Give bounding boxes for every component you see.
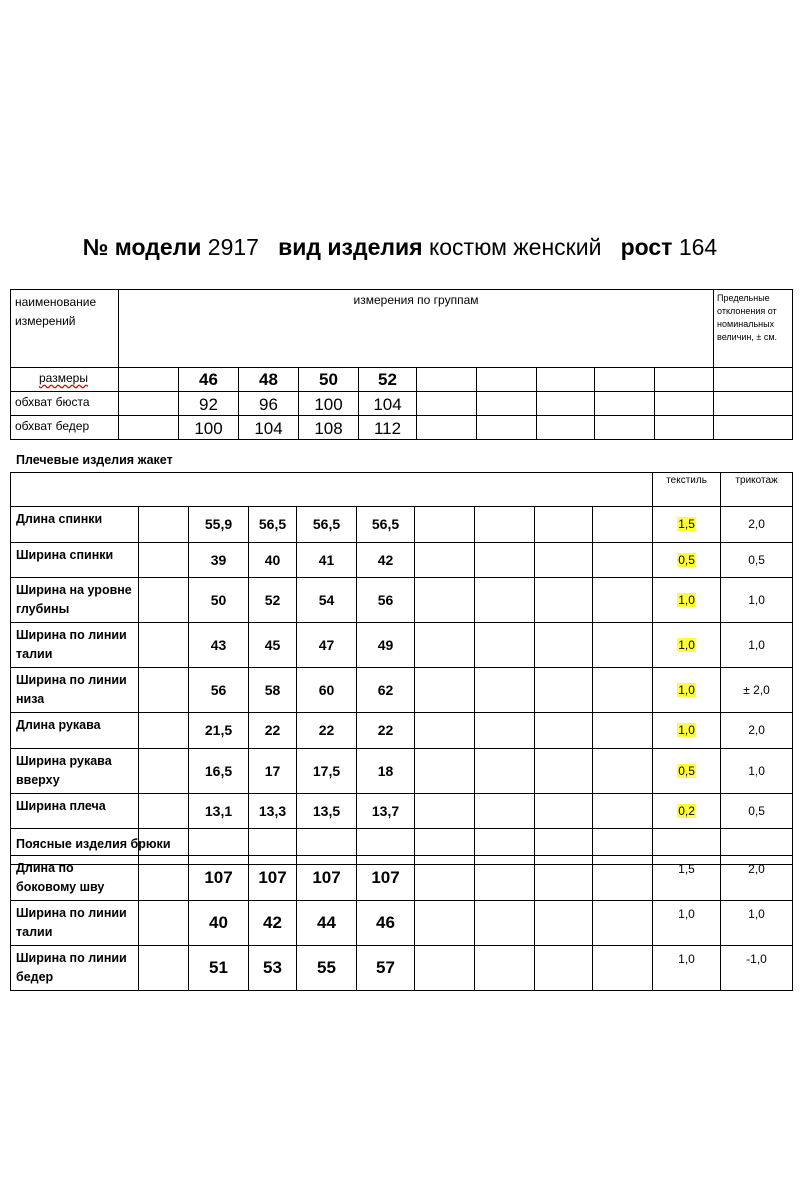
hip-cell: 108 (299, 416, 359, 440)
bust-label: обхват бюста (11, 392, 119, 416)
row-label: Длина спинки (11, 507, 139, 543)
textile-tolerance: 1,5 (653, 507, 721, 543)
textile-tolerance: 1,0 (653, 668, 721, 713)
value-cell: 107 (297, 856, 357, 901)
knit-tolerance: 1,0 (721, 623, 793, 668)
value-cell: 45 (249, 623, 297, 668)
textile-tolerance: 1,5 (653, 856, 721, 901)
document-title (0, 234, 800, 261)
table-row (11, 793, 793, 829)
knit-tolerance: 0,5 (721, 542, 793, 578)
value-cell: 18 (357, 748, 415, 793)
value-cell: 13,3 (249, 793, 297, 829)
name-header: наименование измерений (11, 290, 119, 368)
value-cell: 17,5 (297, 748, 357, 793)
value-cell: 55 (297, 946, 357, 991)
textile-tolerance: 1,0 (653, 901, 721, 946)
textile-tolerance: 1,0 (653, 578, 721, 623)
table-row (11, 946, 793, 991)
table-row (11, 578, 793, 623)
row-label: Ширина по линии талии (11, 901, 139, 946)
value-cell: 56,5 (297, 507, 357, 543)
trousers-section-title: Поясные изделия брюки (16, 837, 171, 851)
value-cell: 13,1 (189, 793, 249, 829)
type-label: вид изделия (278, 234, 423, 260)
hip-cell: 100 (179, 416, 239, 440)
textile-tolerance: 1,0 (653, 623, 721, 668)
knit-tolerance: 2,0 (721, 856, 793, 901)
value-cell: 22 (297, 713, 357, 749)
textile-tolerance: 1,0 (653, 946, 721, 991)
value-cell: 42 (249, 901, 297, 946)
table-row (11, 748, 793, 793)
table-row (11, 668, 793, 713)
value-cell: 44 (297, 901, 357, 946)
row-label: Ширина на уровне глубины (11, 578, 139, 623)
height-label: рост (620, 234, 673, 260)
height-value: 164 (678, 234, 718, 260)
row-label: Ширина рукава вверху (11, 748, 139, 793)
value-cell: 54 (297, 578, 357, 623)
value-cell: 49 (357, 623, 415, 668)
value-cell: 107 (357, 856, 415, 901)
knit-tolerance: 0,5 (721, 793, 793, 829)
size-cell: 48 (239, 368, 299, 392)
knit-tolerance: 1,0 (721, 578, 793, 623)
value-cell: 40 (189, 901, 249, 946)
table-row (11, 856, 793, 901)
value-cell: 107 (189, 856, 249, 901)
row-label: Ширина плеча (11, 793, 139, 829)
value-cell: 53 (249, 946, 297, 991)
textile-tolerance: 0,5 (653, 748, 721, 793)
table-row (11, 901, 793, 946)
textile-header: текстиль (653, 473, 721, 507)
row-label: Ширина спинки (11, 542, 139, 578)
value-cell: 60 (297, 668, 357, 713)
value-cell: 43 (189, 623, 249, 668)
value-cell: 39 (189, 542, 249, 578)
table-row (11, 507, 793, 543)
value-cell: 21,5 (189, 713, 249, 749)
model-label: № модели (82, 234, 202, 260)
row-label: Ширина по линии бедер (11, 946, 139, 991)
knit-tolerance: 1,0 (721, 901, 793, 946)
value-cell: 42 (357, 542, 415, 578)
value-cell: 16,5 (189, 748, 249, 793)
value-cell: 22 (357, 713, 415, 749)
size-cell: 46 (179, 368, 239, 392)
deviation-header: Предельные отклонения от номинальных величин, ± см. (714, 290, 793, 368)
value-cell: 17 (249, 748, 297, 793)
bust-cell: 96 (239, 392, 299, 416)
bust-cell: 100 (299, 392, 359, 416)
groups-header: измерения по группам (119, 290, 714, 368)
row-label: Длина рукава (11, 713, 139, 749)
hip-cell: 104 (239, 416, 299, 440)
value-cell: 107 (249, 856, 297, 901)
size-cell: 50 (299, 368, 359, 392)
knit-tolerance: 1,0 (721, 748, 793, 793)
type-value: костюм женский (428, 234, 602, 260)
value-cell: 22 (249, 713, 297, 749)
value-cell: 55,9 (189, 507, 249, 543)
value-cell: 58 (249, 668, 297, 713)
textile-tolerance: 0,2 (653, 793, 721, 829)
hip-label: обхват бедер (11, 416, 119, 440)
jacket-section-title: Плечевые изделия жакет (16, 453, 173, 467)
value-cell: 40 (249, 542, 297, 578)
knit-tolerance: 2,0 (721, 713, 793, 749)
value-cell: 57 (357, 946, 415, 991)
model-number: 2917 (207, 234, 259, 260)
size-cell: 52 (359, 368, 417, 392)
value-cell: 50 (189, 578, 249, 623)
jacket-table (10, 472, 793, 865)
knit-tolerance: 2,0 (721, 507, 793, 543)
knit-header: трикотаж (721, 473, 793, 507)
value-cell: 46 (357, 901, 415, 946)
value-cell: 13,5 (297, 793, 357, 829)
table-row (11, 713, 793, 749)
value-cell: 56,5 (249, 507, 297, 543)
hip-cell: 112 (359, 416, 417, 440)
measurements-table (10, 289, 793, 440)
sizes-label: размеры (11, 368, 119, 392)
table-row (11, 623, 793, 668)
value-cell: 13,7 (357, 793, 415, 829)
value-cell: 41 (297, 542, 357, 578)
table-row (11, 542, 793, 578)
textile-tolerance: 1,0 (653, 713, 721, 749)
textile-tolerance: 0,5 (653, 542, 721, 578)
row-label: Ширина по линии талии (11, 623, 139, 668)
value-cell: 56 (189, 668, 249, 713)
trousers-table (10, 855, 793, 991)
bust-cell: 104 (359, 392, 417, 416)
value-cell: 52 (249, 578, 297, 623)
row-label: Ширина по линии низа (11, 668, 139, 713)
knit-tolerance: ± 2,0 (721, 668, 793, 713)
value-cell: 56 (357, 578, 415, 623)
bust-cell: 92 (179, 392, 239, 416)
row-label: Длина по боковому шву (11, 856, 139, 901)
knit-tolerance: -1,0 (721, 946, 793, 991)
value-cell: 51 (189, 946, 249, 991)
value-cell: 47 (297, 623, 357, 668)
value-cell: 62 (357, 668, 415, 713)
value-cell: 56,5 (357, 507, 415, 543)
